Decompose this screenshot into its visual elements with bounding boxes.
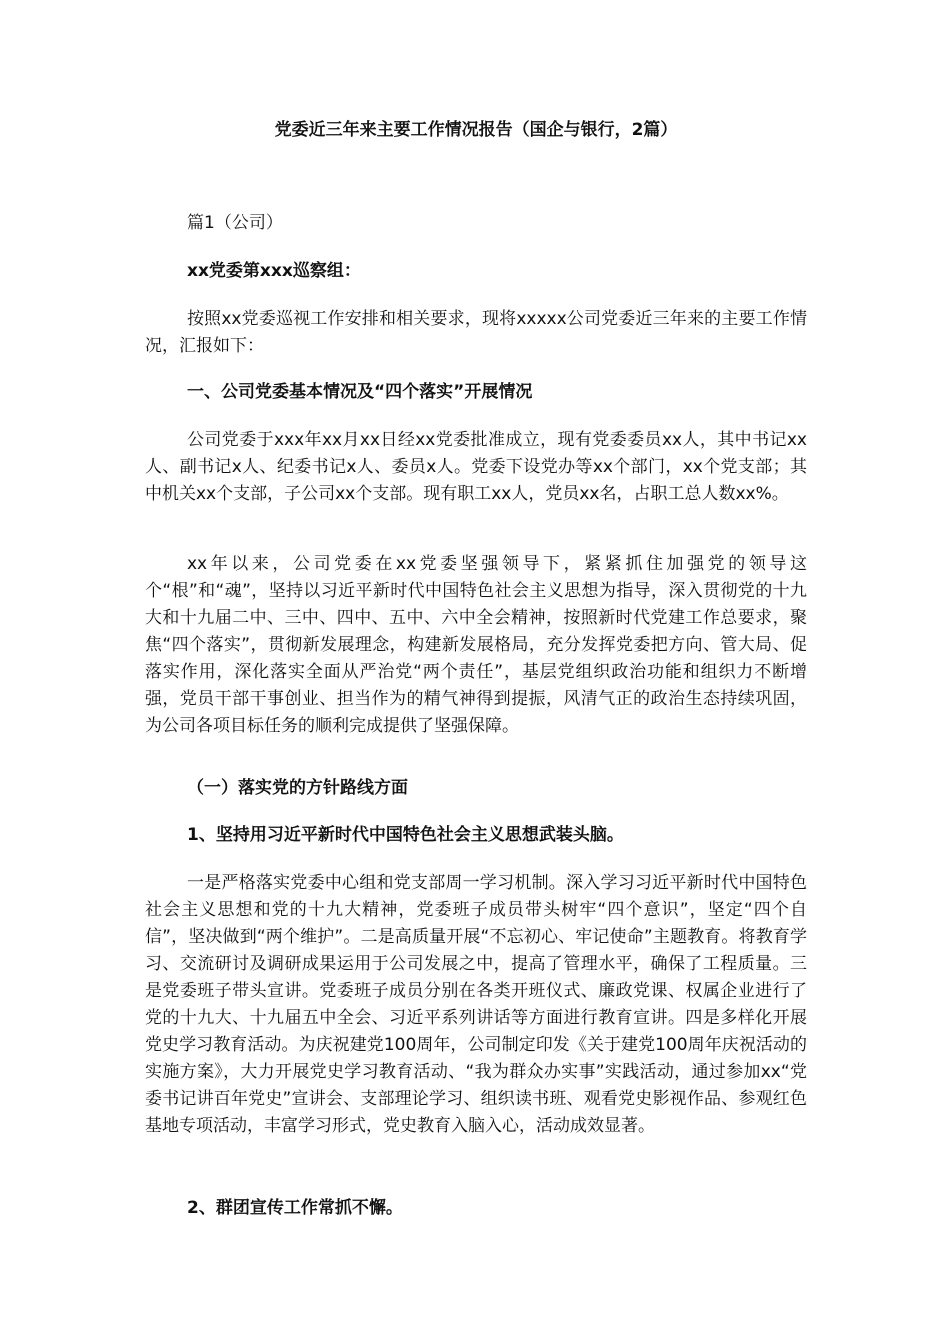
section-heading-basic-info: 一、公司党委基本情况及“四个落实”开展情况	[187, 382, 533, 402]
paragraph-item-1: 一是严格落实党委中心组和党支部周一学习机制。深入学习习近平新时代中国特色社会主义思想和党的十九大精神，党委班子成员带头树牢“四个意识”，坚定“四个自信”，坚决做到“两个维护”。二是高质量开展“不忘初心、牢记使命”主题教育。将教育学习、交流研讨及调研成果运用于公司发展之中，提高了管理水平，确保了工程质量。三是党委班子带头宣讲。党委班子成员分别在各类开班仪式、廉政党课、权属企业进行了党的十九大、十九届五中全会、习近平系列讲话等方面进行教育宣讲。四是多样化开展党史学习教育活动。为庆祝建党100周年，公司制定印发《关于建党100周年庆祝活动的实施方案》，大力开展党史学习教育活动、“我为群众办实事”实践活动，通过参加xx“党委书记讲百年党史”宣讲会、支部理论学习、组织读书班、观看党史影视作品、参观红色基地专项活动，丰富学习形式，党史教育入脑入心，活动成效显著。	[145, 873, 807, 1136]
subheading-policy-line: （一）落实党的方针路线方面	[187, 778, 408, 798]
part-label: 篇1（公司）	[187, 213, 283, 233]
document-title: 党委近三年来主要工作情况报告（国企与银行，2篇）	[274, 120, 678, 140]
item-heading-2: 2、群团宣传工作常抓不懈。	[187, 1198, 403, 1218]
item-heading-1: 1、坚持用习近平新时代中国特色社会主义思想武装头脑。	[187, 825, 624, 845]
intro-paragraph: 按照xx党委巡视工作安排和相关要求，现将xxxxx公司党委近三年来的主要工作情况，汇报如下：	[145, 309, 807, 356]
paragraph-basic-info: 公司党委于xxx年xx月xx日经xx党委批准成立，现有党委委员xx人，其中书记xx人、副书记x人、纪委书记x人、委员x人。党委下设党办等xx个部门，xx个党支部；其中机关xx个支部，子公司xx个支部。现有职工xx人，党员xx名，占职工总人数xx%。	[145, 430, 807, 504]
salutation: xx党委第xxx巡察组：	[187, 261, 361, 281]
paragraph-summary: xx年以来，公司党委在xx党委坚强领导下，紧紧抓住加强党的领导这个“根”和“魂”，坚持以习近平新时代中国特色社会主义思想为指导，深入贯彻党的十九大和十九届二中、三中、四中、五中、六中全会精神，按照新时代党建工作总要求，聚焦“四个落实”，贯彻新发展理念，构建新发展格局，充分发挥党委把方向、管大局、促落实作用，深化落实全面从严治党“两个责任”，基层党组织政治功能和组织力不断增强，党员干部干事创业、担当作为的精气神得到提振，风清气正的政治生态持续巩固，为公司各项目标任务的顺利完成提供了坚强保障。	[145, 554, 807, 736]
